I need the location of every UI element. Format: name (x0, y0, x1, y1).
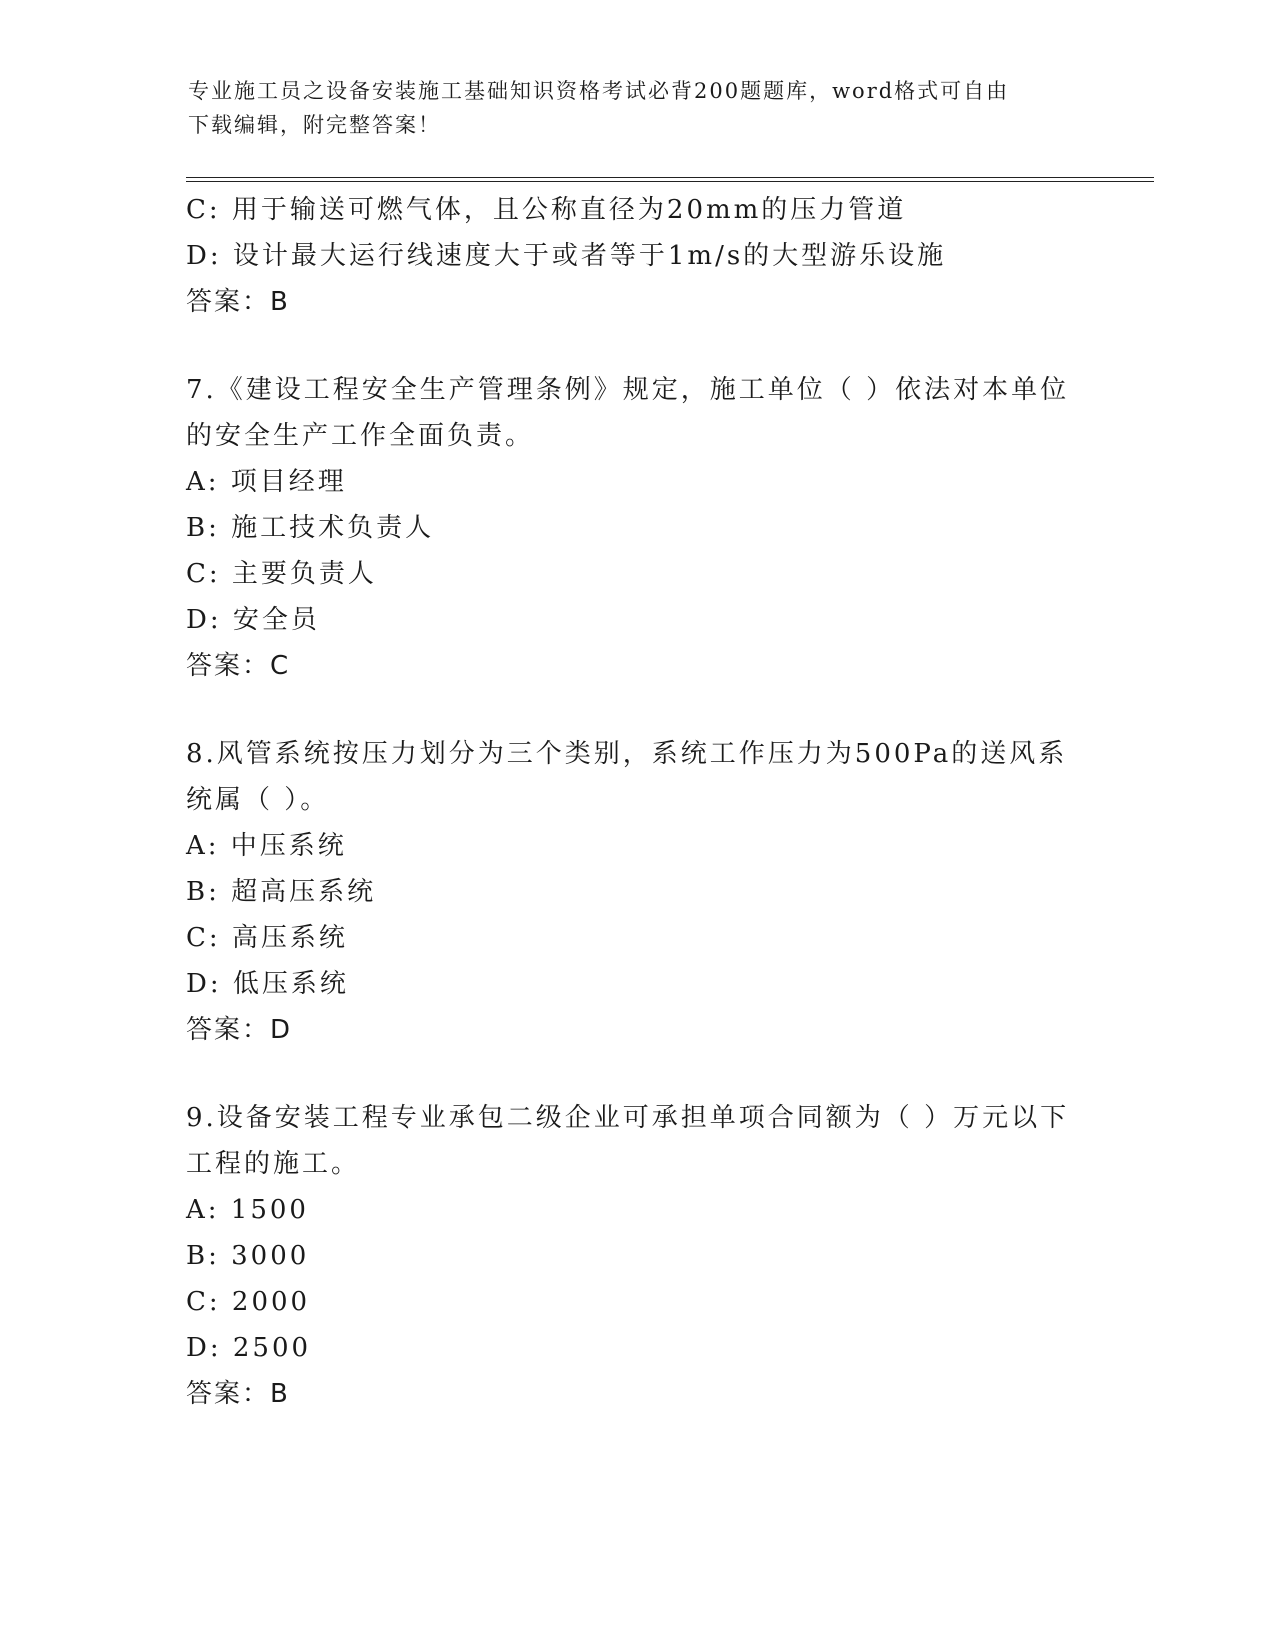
spacer (186, 325, 1086, 367)
question-stem-line: 8.风管系统按压力划分为三个类别，系统工作压力为500Pa的送风系 (186, 739, 1068, 769)
question-stem-line: 7.《建设工程安全生产管理条例》规定，施工单位（ ）依法对本单位 (186, 375, 1070, 405)
question-8 (186, 731, 1086, 1053)
header-divider-top (186, 177, 1154, 178)
option-c: C: 2000 (186, 1287, 311, 1317)
document-header (188, 74, 1068, 142)
question-continued (186, 187, 1086, 325)
option-d: D: 设计最大运行线速度大于或者等于1m/s的大型游乐设施 (186, 241, 947, 271)
header-divider-bottom (186, 181, 1154, 182)
question-stem-line: 工程的施工。 (186, 1149, 361, 1179)
answer: 答案：C (186, 651, 291, 681)
spacer (186, 689, 1086, 731)
option-d: D: 2500 (186, 1333, 312, 1363)
header-line-1: 专业施工员之设备安装施工基础知识资格考试必背200题题库，word格式可自由 (188, 79, 1010, 103)
spacer (186, 1053, 1086, 1095)
option-b: B: 超高压系统 (186, 877, 377, 907)
option-c: C: 主要负责人 (186, 559, 377, 589)
option-c: C: 用于输送可燃气体，且公称直径为20mm的压力管道 (186, 195, 907, 225)
question-9 (186, 1095, 1086, 1417)
question-stem-line: 统属（ ）。 (186, 785, 330, 815)
option-b: B: 3000 (186, 1241, 310, 1271)
option-b: B: 施工技术负责人 (186, 513, 435, 543)
option-d: D: 安全员 (186, 605, 320, 635)
question-list (186, 187, 1086, 1417)
answer: 答案：B (186, 287, 290, 317)
header-line-2: 下载编辑，附完整答案！ (188, 113, 441, 137)
question-stem-line: 的安全生产工作全面负责。 (186, 421, 535, 451)
question-stem-line: 9.设备安装工程专业承包二级企业可承担单项合同额为（ ）万元以下 (186, 1103, 1070, 1133)
option-a: A: 项目经理 (186, 467, 347, 497)
option-d: D: 低压系统 (186, 969, 349, 999)
question-7 (186, 367, 1086, 689)
option-c: C: 高压系统 (186, 923, 348, 953)
answer: 答案：D (186, 1015, 293, 1045)
option-a: A: 1500 (186, 1195, 309, 1225)
option-a: A: 中压系统 (186, 831, 347, 861)
answer: 答案：B (186, 1379, 290, 1409)
